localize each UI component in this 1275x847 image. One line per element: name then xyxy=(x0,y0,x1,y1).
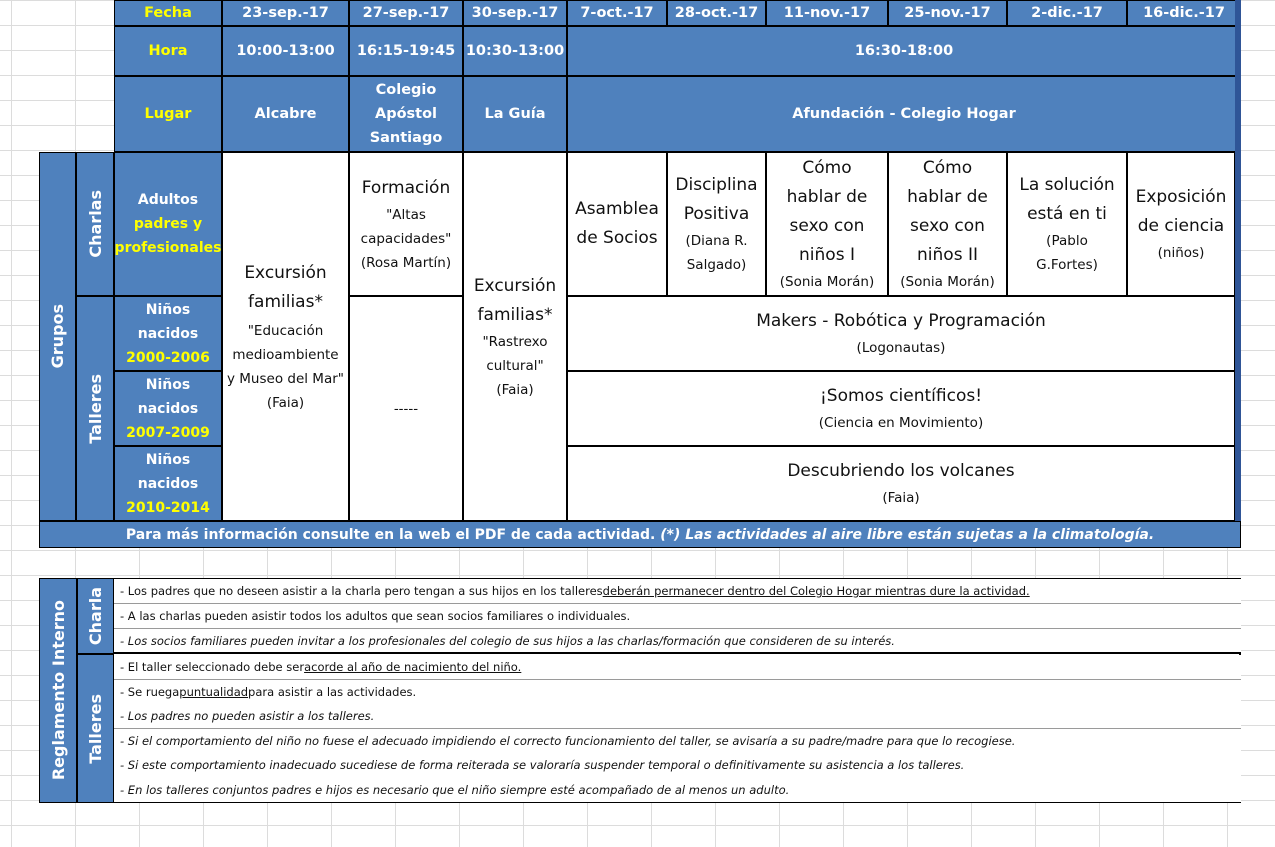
date-3: 30-sep.-17 xyxy=(463,0,567,26)
formacion-altas-capacidades: Formación "Altas capacidades" (Rosa Martín) xyxy=(349,152,463,296)
date-5: 28-oct.-17 xyxy=(667,0,766,26)
taller-rule-1: - El taller seleccionado debe ser acorde al año de nacimiento del niño. xyxy=(114,655,1241,680)
talleres-label: Talleres xyxy=(76,296,114,521)
footer-note: Para más información consulte en la web el PDF de cada actividad. (*) Las actividades al aire libre están sujetas a la climatología. xyxy=(39,521,1241,548)
taller-rule-3: - Los padres no pueden asistir a los talleres. xyxy=(114,704,1241,729)
place-4: Afundación - Colegio Hogar xyxy=(567,76,1241,152)
disciplina-positiva: Disciplina Positiva (Diana R. Salgado) xyxy=(667,152,766,296)
solucion-en-ti: La solución está en ti (Pablo G.Fortes) xyxy=(1007,152,1127,296)
date-8: 2-dic.-17 xyxy=(1007,0,1127,26)
sexo-ninos-1: Cómo hablar de sexo con niños I (Sonia Morán) xyxy=(766,152,888,296)
taller-rule-6: - En los talleres conjuntos padres e hijos es necesario que el niño siempre esté acompañado de al menos un adulto. xyxy=(114,777,1241,802)
exposicion-ciencia: Exposición de ciencia (niños) xyxy=(1127,152,1235,296)
taller-rule-5: - Si este comportamiento inadecuado sucediese de forma reiterada se valoraría suspender temporal o definitivamente su asistencia a los talleres. xyxy=(114,753,1241,778)
makers-robotica: Makers - Robótica y Programación (Logonautas) xyxy=(567,296,1235,371)
lugar-label: Lugar xyxy=(114,76,222,152)
charlas-label: Charlas xyxy=(76,152,114,296)
place-3: La Guía xyxy=(463,76,567,152)
date-6: 11-nov.-17 xyxy=(766,0,888,26)
date-1: 23-sep.-17 xyxy=(222,0,349,26)
time-2: 16:15-19:45 xyxy=(349,26,463,76)
asamblea-socios: Asamblea de Socios xyxy=(567,152,667,296)
charla-rules-label: Charla xyxy=(77,578,114,654)
time-4: 16:30-18:00 xyxy=(567,26,1241,76)
empty-dashes-cell: ----- xyxy=(349,296,463,521)
date-2: 27-sep.-17 xyxy=(349,0,463,26)
date-9: 16-dic.-17 xyxy=(1127,0,1241,26)
descubriendo-volcanes: Descubriendo los volcanes (Faia) xyxy=(567,446,1235,521)
time-3: 10:30-13:00 xyxy=(463,26,567,76)
time-1: 10:00-13:00 xyxy=(222,26,349,76)
ninos-2000-cell: Niños nacidos 2000-2006 xyxy=(114,296,222,371)
ninos-2010-cell: Niños nacidos 2010-2014 xyxy=(114,446,222,521)
place-1: Alcabre xyxy=(222,76,349,152)
reglamento-title: Reglamento Interno xyxy=(39,578,77,803)
charla-rule-3: - Los socios familiares pueden invitar a los profesionales del colegio de sus hijos a las charlas/formación que consideren de su interés. xyxy=(114,629,1241,654)
ninos-2007-cell: Niños nacidos 2007-2009 xyxy=(114,371,222,446)
taller-rule-2: - Se ruega puntualidad para asistir a las actividades. xyxy=(114,680,1241,705)
somos-cientificos: ¡Somos científicos! (Ciencia en Movimiento) xyxy=(567,371,1235,446)
adultos-cell: Adultos padres y profesionales xyxy=(114,152,222,296)
excursion-familias-2: Excursión familias* "Rastrexo cultural" (Faia) xyxy=(463,152,567,521)
fecha-label: Fecha xyxy=(114,0,222,26)
date-4: 7-oct.-17 xyxy=(567,0,667,26)
talleres-rules-label: Talleres xyxy=(77,654,114,803)
sexo-ninos-2: Cómo hablar de sexo con niños II (Sonia Morán) xyxy=(888,152,1007,296)
charla-rule-1: - Los padres que no deseen asistir a la charla pero tengan a sus hijos en los talleres deberán permanecer dentro del Colegio Hogar mientras dure la actividad. xyxy=(114,579,1241,604)
place-2: Colegio Apóstol Santiago xyxy=(349,76,463,152)
date-7: 25-nov.-17 xyxy=(888,0,1007,26)
hora-label: Hora xyxy=(114,26,222,76)
taller-rule-4: - Si el comportamiento del niño no fuese el adecuado impidiendo el correcto funcionamiento del taller, se avisaría a su padre/madre para que lo recogiese. xyxy=(114,729,1241,754)
right-border-strip xyxy=(1235,0,1241,548)
charla-rule-2: - A las charlas pueden asistir todos los adultos que sean socios familiares o individuales. xyxy=(114,604,1241,629)
excursion-familias-1: Excursión familias* "Educación medioambiente y Museo del Mar" (Faia) xyxy=(222,152,349,521)
grupos-label: Grupos xyxy=(39,152,76,521)
